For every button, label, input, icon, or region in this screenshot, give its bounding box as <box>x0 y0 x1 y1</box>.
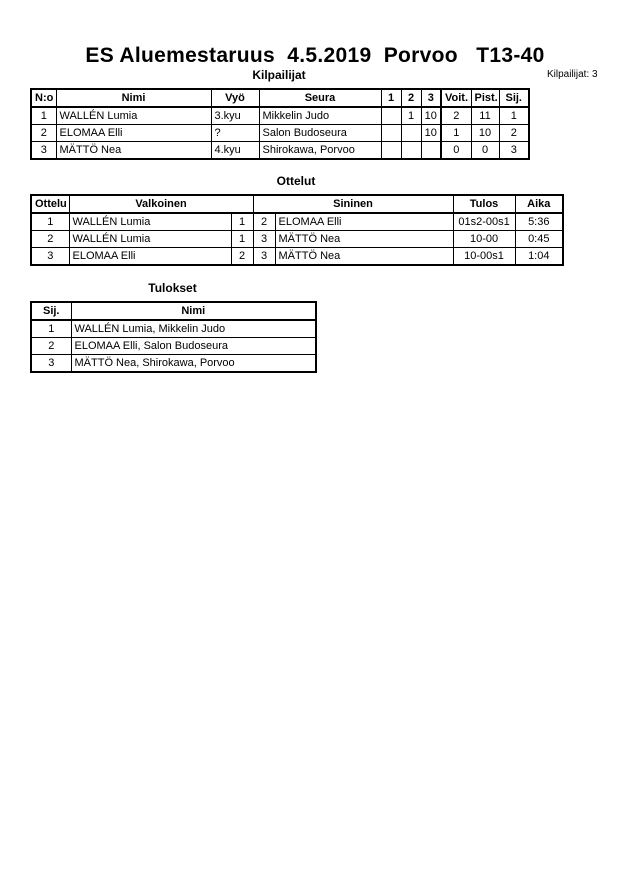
kilpailijat-header-pist: Pist. <box>471 89 499 107</box>
cell-voit: 0 <box>441 142 471 160</box>
cell-c1 <box>381 107 401 125</box>
ottelut-table <box>30 194 564 266</box>
cell-c3: 10 <box>421 107 441 125</box>
cell-vyo: ? <box>211 125 259 142</box>
kilpailijat-header-c2: 2 <box>401 89 421 107</box>
cell-sininen: MÄTTÖ Nea <box>275 248 453 266</box>
kilpailijat-header-voit: Voit. <box>441 89 471 107</box>
competitor-count-label: Kilpailijat: 3 <box>547 69 598 80</box>
cell-c2: 1 <box>401 107 421 125</box>
kilpailijat-header-c1: 1 <box>381 89 401 107</box>
cell-ottelu: 3 <box>31 248 69 266</box>
kilpailijat-header-row <box>31 89 529 107</box>
tulokset-section <box>30 281 315 373</box>
kilpailijat-table <box>30 88 530 160</box>
cell-valkoinen: WALLÉN Lumia <box>69 231 231 248</box>
tulokset-header-sij: Sij. <box>31 302 71 320</box>
tulokset-table <box>30 301 317 373</box>
cell-pist: 10 <box>471 125 499 142</box>
cell-nimi: ELOMAA Elli <box>56 125 211 142</box>
cell-vnum: 1 <box>231 213 253 231</box>
ottelut-heading: Ottelut <box>276 174 316 188</box>
cell-valkoinen: ELOMAA Elli <box>69 248 231 266</box>
cell-tulos: 01s2-00s1 <box>453 213 515 231</box>
cell-aika: 1:04 <box>515 248 563 266</box>
kilpailijat-row <box>31 142 529 160</box>
cell-nimi: WALLÉN Lumia, Mikkelin Judo <box>71 320 316 338</box>
cell-vnum: 2 <box>231 248 253 266</box>
kilpailijat-header-vyo: Vyö <box>211 89 259 107</box>
ottelut-section <box>30 174 562 266</box>
kilpailijat-header-no: N:o <box>31 89 56 107</box>
kilpailijat-header-sij: Sij. <box>499 89 529 107</box>
cell-nimi: MÄTTÖ Nea <box>56 142 211 160</box>
cell-snum: 2 <box>253 213 275 231</box>
cell-pist: 0 <box>471 142 499 160</box>
cell-no: 2 <box>31 125 56 142</box>
cell-snum: 3 <box>253 248 275 266</box>
ottelut-header-valkoinen: Valkoinen <box>69 195 253 213</box>
cell-sij: 1 <box>499 107 529 125</box>
cell-sij: 3 <box>499 142 529 160</box>
ottelut-header-aika: Aika <box>515 195 563 213</box>
cell-c1 <box>381 125 401 142</box>
ottelut-header-row <box>31 195 563 213</box>
ottelut-row <box>31 248 563 266</box>
cell-aika: 5:36 <box>515 213 563 231</box>
page-title: ES Aluemestaruus 4.5.2019 Porvoo T13-40 <box>85 44 545 67</box>
cell-valkoinen: WALLÉN Lumia <box>69 213 231 231</box>
cell-no: 3 <box>31 142 56 160</box>
cell-vnum: 1 <box>231 231 253 248</box>
cell-c3: 10 <box>421 125 441 142</box>
cell-snum: 3 <box>253 231 275 248</box>
kilpailijat-section <box>30 68 528 160</box>
ottelut-header-tulos: Tulos <box>453 195 515 213</box>
kilpailijat-header-nimi: Nimi <box>56 89 211 107</box>
cell-c3 <box>421 142 441 160</box>
cell-c2 <box>401 125 421 142</box>
ottelut-row <box>31 231 563 248</box>
cell-ottelu: 1 <box>31 213 69 231</box>
cell-sij: 3 <box>31 355 71 373</box>
cell-vyo: 4.kyu <box>211 142 259 160</box>
cell-sij: 2 <box>31 338 71 355</box>
cell-aika: 0:45 <box>515 231 563 248</box>
tulokset-header-row <box>31 302 316 320</box>
cell-nimi: WALLÉN Lumia <box>56 107 211 125</box>
cell-seura: Salon Budoseura <box>259 125 381 142</box>
cell-tulos: 10-00s1 <box>453 248 515 266</box>
cell-sininen: ELOMAA Elli <box>275 213 453 231</box>
ottelut-header-sininen: Sininen <box>253 195 453 213</box>
ottelut-header-ottelu: Ottelu <box>31 195 69 213</box>
cell-c1 <box>381 142 401 160</box>
cell-ottelu: 2 <box>31 231 69 248</box>
kilpailijat-row <box>31 107 529 125</box>
ottelut-row <box>31 213 563 231</box>
cell-tulos: 10-00 <box>453 231 515 248</box>
cell-no: 1 <box>31 107 56 125</box>
cell-seura: Shirokawa, Porvoo <box>259 142 381 160</box>
cell-sij: 2 <box>499 125 529 142</box>
cell-vyo: 3.kyu <box>211 107 259 125</box>
cell-nimi: MÄTTÖ Nea, Shirokawa, Porvoo <box>71 355 316 373</box>
kilpailijat-row <box>31 125 529 142</box>
cell-c2 <box>401 142 421 160</box>
kilpailijat-header-c3: 3 <box>421 89 441 107</box>
cell-pist: 11 <box>471 107 499 125</box>
cell-nimi: ELOMAA Elli, Salon Budoseura <box>71 338 316 355</box>
kilpailijat-header-seura: Seura <box>259 89 381 107</box>
cell-seura: Mikkelin Judo <box>259 107 381 125</box>
cell-voit: 2 <box>441 107 471 125</box>
kilpailijat-heading: Kilpailijat <box>252 68 306 82</box>
cell-sij: 1 <box>31 320 71 338</box>
cell-voit: 1 <box>441 125 471 142</box>
tulokset-heading: Tulokset <box>148 281 197 295</box>
tulokset-header-nimi: Nimi <box>71 302 316 320</box>
cell-sininen: MÄTTÖ Nea <box>275 231 453 248</box>
tulokset-row <box>31 338 316 355</box>
tulokset-row <box>31 355 316 373</box>
tulokset-row <box>31 320 316 338</box>
